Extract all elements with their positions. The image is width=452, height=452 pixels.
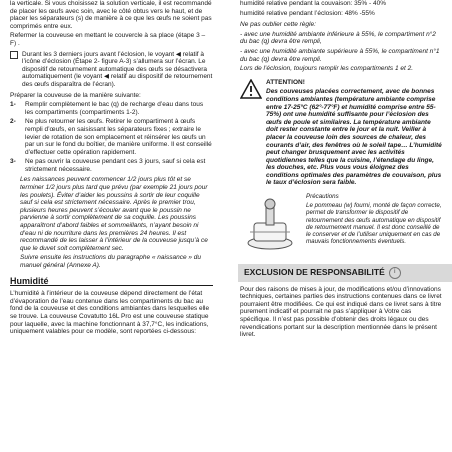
paragraph-close-lid: Refermer la couveuse en mettant le couvercle à sa place (étape 3 – F) .	[10, 32, 206, 47]
hatch-indicator-row	[10, 51, 213, 89]
paragraph-prepare: Préparer la couveuse de la manière suivante:	[10, 91, 141, 99]
humidity-paragraph: L’humidité à l’intérieur de la couveuse dépend directement de l’état d’évaporation de l’eau contenue dans les compartiments du bac au fond de la couveuse et des conditions ambiantes dans lesquelles elle se trouve. La couveuse Covatutto 16L Pro est une couveuse statique pour laquelle, avec la machine fonctionnant à 37,7°C, les indications, uniquement valables pour ce modèle, sont reportées ci-dessous:	[10, 290, 210, 336]
attention-text: Des couveuses placées correctement, avec de bonnes conditions ambiantes (température ambiante comprise entre 17-25°C (62°-77°F) et humidité comprise entre 55-75%) ont une humidité suffisante pour l’éclosion des œufs de poule et similaires. La température ambiante doit rester constante entre le jour et la nuit. Veiller à placer la couveuse loin des sources de chaleur, des courants d’air, des fenêtres où le soleil tape… L’humidité peut changer brusquement avec les activités quotidiennes telles que la cuisine, l’étendage du linge, les douches, etc. Plus vous vous éloignez des conditions optimales des paramètres de couvaison, plus le taux d’éclosion sera faible.	[266, 88, 442, 187]
humidity-incubation: humidité relative pendant la couvaison: 35% - 40%	[240, 0, 386, 7]
right-column	[240, 0, 443, 341]
humidity-rules: - avec une humidité ambiante inférieure à 55%, le compartiment n°2 du bac (q) devra être rempli, - avec une humidité ambiante supérieure à 55%, le compartiment n°1 du bac (q) devra être rempli. Lors de l’éclosion, toujours remplir les compartiments 1 et 2.	[240, 30, 440, 73]
humidity-hatching: humidité relative pendant l’éclosion: 48% -55%	[240, 9, 375, 17]
precautions-title: Précautions	[306, 193, 339, 201]
warning-icon	[240, 79, 262, 189]
section-title-humidity: Humidité	[10, 278, 213, 287]
left-column	[10, 0, 213, 338]
list-item: 2- Ne plus retourner les œufs. Retirer le compartiment à œufs rempli d’œufs, en saisissant les séparateurs fixes ; extraire le levier de rotation de son emplacement et réinsérer les œufs un par un sur le fond du boîtier, de manière uniforme. Il est conseillé d’effectuer cette opération rapidement.	[10, 118, 212, 156]
paragraph-vertical: la verticale. Si vous choisissez la solution verticale, il est recommandé de placer les œufs avec soin, avec le côté obtus vers le haut, et de placer les séparateurs (s) de manière à ce que les œufs ne soient pas comprimés entre eux.	[10, 0, 212, 30]
exclusion-text: Pour des raisons de mises à jour, de modifications et/ou d’innovations techniques, certaines parties des instructions contenues dans ce livret pourraient être modifiées. Ce qui est indiqué dans ce livret sans à titre purement indicatif et pourrait ne pas s’appliquer à Votre cas spécifique. Il n’est pas possible d’obtenir des droits légaux ou des revendications portant sur la description mentionnée dans le présent livret.	[240, 285, 442, 339]
exclusion-title: EXCLUSION DE RESPONSABILITÉ	[244, 266, 385, 277]
steps-list	[10, 101, 213, 173]
paragraph-last-days: Durant les 3 derniers jours avant l’éclosion, le voyant ◀ relatif à l’icône d’éclosion (Étape 2- figure A-3) s’allumera sur l’écran. Le dispositif de retournement automatique des œufs se désactivera automatiquement (le voyant ◀ relatif au dispositif de retournement des œufs disparaîtra de l’écran).	[22, 50, 213, 88]
info-icon: i	[389, 267, 401, 279]
attention-box	[240, 79, 443, 189]
precautions-text: Le pommeau (w) fourni, monté de façon correcte, permet de transformer le dispositif de retournement des œufs automatique en dispositif de retournement manuel. Il est donc conseillé de le conserver et de l’utiliser uniquement en cas de mauvais fonctionnements éventuels.	[306, 202, 442, 246]
hatch-note: Les naissances peuvent commencer 1/2 jours plus tôt et se terminer 1/2 jours plus tard que prévu (par exemple 21 jours pour les poulets). Éviter d’aider les poussins à sortir de leur coquille sauf si cela est strictement nécessaire. Après le premier trou, plusieurs heures peuvent s’écouler avant que le poussin ne parvienne à sortir complètement de sa coquille. Les poussins apparaîtront d’abord faibles et sommeillants, n’ayant besoin ni d’eau ni de nourriture dans les premières 24 heures. Il est recommandé de les laisser à l’intérieur de la couveuse jusqu’à ce que le duvet soit complètement sec. Suivre ensuite les instructions du paragraphe « naissance » du manuel général (Annexe A).	[20, 176, 208, 269]
precautions-block	[240, 193, 443, 256]
list-item: 1- Remplir complètement le bac (q) de recharge d’eau dans tous les compartiments (compartiments 1-2).	[10, 101, 204, 116]
list-item: 3- Ne pas ouvrir la couveuse pendant ces 3 jours, sauf si cela est strictement nécessaire.	[10, 158, 206, 173]
attention-title: ATTENTION!	[266, 78, 305, 86]
knob-illustration	[240, 193, 300, 256]
exclusion-header	[238, 264, 452, 282]
forget-rule: Ne pas oublier cette règle:	[240, 21, 316, 29]
hatch-indicator-icon	[10, 51, 18, 89]
